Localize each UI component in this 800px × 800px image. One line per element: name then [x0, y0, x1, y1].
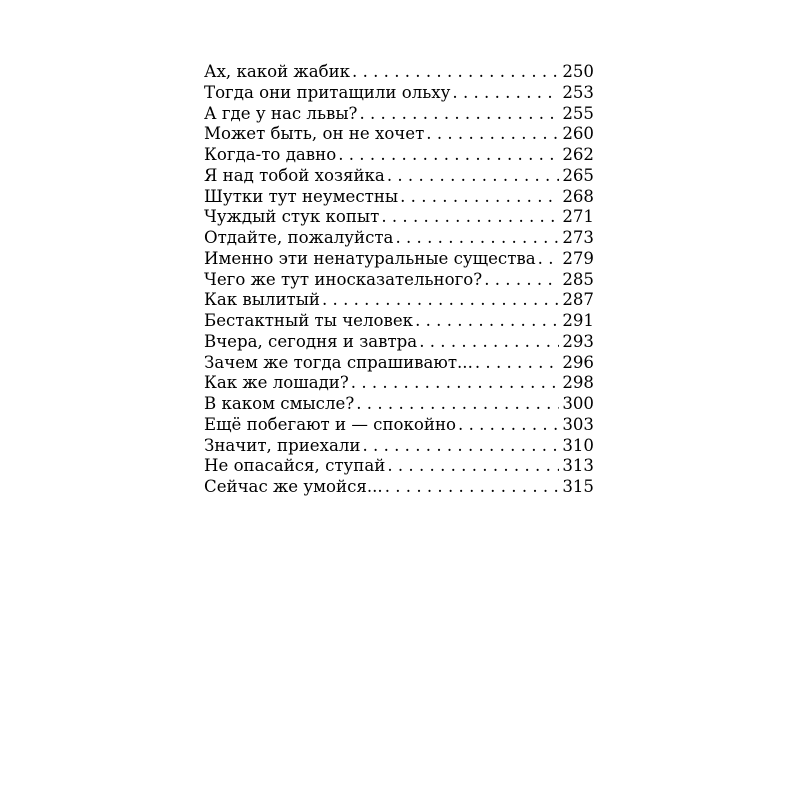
- toc-dot-leader: [362, 436, 559, 457]
- toc-entry-title: Когда-то давно: [204, 145, 337, 164]
- toc-entry: [204, 353, 594, 374]
- toc-dot-leader: [458, 415, 559, 436]
- toc-entry-title: Не опасайся, ступай: [204, 456, 386, 476]
- toc-dot-leader: [381, 207, 559, 228]
- toc-entry-page: 315: [562, 477, 594, 496]
- toc-dot-leader: [400, 187, 559, 208]
- toc-dot-leader: [419, 332, 559, 353]
- toc-dot-leader: [352, 62, 559, 83]
- toc-entry-page: 260: [562, 124, 594, 144]
- toc-entry: [204, 436, 594, 457]
- toc-entry-page: 287: [562, 290, 594, 310]
- toc-entry-page: 300: [562, 394, 594, 413]
- toc-entry-title: В каком смысле?: [204, 394, 355, 413]
- toc-dot-leader: [338, 145, 559, 166]
- toc-entry: [204, 477, 594, 498]
- toc-entry-page: 293: [562, 331, 594, 351]
- toc-entry-title: Тогда они притащили ольху: [204, 82, 451, 102]
- toc-entry: [204, 104, 594, 125]
- toc-dot-leader: [452, 83, 559, 104]
- toc-entry: [204, 311, 594, 332]
- toc-entry-title: Чуждый стук копыт: [204, 207, 380, 227]
- toc-entry-title: Ещё побегают и — спокойно: [204, 414, 457, 434]
- toc-entry-page: 255: [562, 103, 594, 123]
- toc-entry-page: 313: [562, 456, 594, 476]
- toc-entry: [204, 228, 594, 249]
- toc-entry-title: Как же лошади?: [204, 373, 349, 393]
- toc-entry: [204, 332, 594, 353]
- toc-dot-leader: [351, 373, 560, 394]
- toc-entry-title: Зачем же тогда спрашивают...: [204, 352, 473, 372]
- toc-entry-page: 262: [562, 145, 594, 164]
- toc-dot-leader: [538, 249, 560, 270]
- toc-entry: [204, 145, 594, 166]
- toc-dot-leader: [387, 456, 559, 477]
- toc-entry-title: А где у нас львы?: [204, 103, 358, 123]
- toc-entry: [204, 270, 594, 291]
- toc-entry-title: Бестактный ты человек: [204, 311, 414, 330]
- toc-dot-leader: [359, 104, 559, 125]
- toc-entry: [204, 249, 594, 270]
- toc-entry-title: Может быть, он не хочет: [204, 124, 425, 144]
- toc-entry: [204, 394, 594, 415]
- toc-entry-page: 296: [562, 352, 594, 372]
- toc-dot-leader: [322, 290, 559, 311]
- toc-entry: [204, 83, 594, 104]
- table-of-contents: [204, 62, 594, 498]
- toc-entry-title: Вчера, сегодня и завтра: [204, 331, 418, 351]
- toc-entry: [204, 415, 594, 436]
- toc-entry-page: 253: [562, 82, 594, 102]
- toc-entry: [204, 166, 594, 187]
- toc-entry: [204, 373, 594, 394]
- toc-entry-page: 250: [562, 62, 594, 81]
- toc-entry-title: Шутки тут неуместны: [204, 186, 399, 206]
- toc-entry-title: Чего же тут иносказательного?: [204, 269, 483, 289]
- toc-entry: [204, 62, 594, 83]
- toc-dot-leader: [356, 394, 559, 415]
- toc-entry: [204, 124, 594, 145]
- toc-entry: [204, 207, 594, 228]
- toc-entry-page: 271: [562, 207, 594, 227]
- toc-entry-title: Именно эти ненатуральные существа: [204, 248, 536, 268]
- toc-entry-title: Значит, приехали: [204, 435, 361, 455]
- toc-entry-page: 273: [562, 228, 594, 247]
- toc-entry-page: 265: [562, 165, 594, 185]
- toc-dot-leader: [387, 166, 560, 187]
- toc-entry-title: Ах, какой жабик: [204, 62, 351, 81]
- toc-entry-page: 268: [562, 186, 594, 206]
- toc-entry-page: 298: [562, 373, 594, 393]
- toc-entry: [204, 187, 594, 208]
- toc-entry: [204, 456, 594, 477]
- toc-entry-title: Я над тобой хозяйка: [204, 165, 385, 185]
- toc-dot-leader: [484, 270, 559, 291]
- toc-entry: [204, 290, 594, 311]
- toc-entry-page: 303: [562, 414, 594, 434]
- toc-entry-title: Сейчас же умойся...: [204, 477, 383, 496]
- toc-entry-page: 291: [562, 311, 594, 330]
- toc-dot-leader: [415, 311, 559, 332]
- toc-entry-title: Отдайте, пожалуйста: [204, 228, 394, 247]
- toc-dot-leader: [426, 124, 559, 145]
- toc-entry-page: 285: [562, 269, 594, 289]
- toc-entry-page: 279: [562, 248, 594, 268]
- toc-entry-page: 310: [562, 435, 594, 455]
- toc-dot-leader: [395, 228, 559, 249]
- toc-entry-title: Как вылитый: [204, 290, 320, 310]
- toc-dot-leader: [475, 353, 559, 374]
- toc-dot-leader: [385, 477, 560, 498]
